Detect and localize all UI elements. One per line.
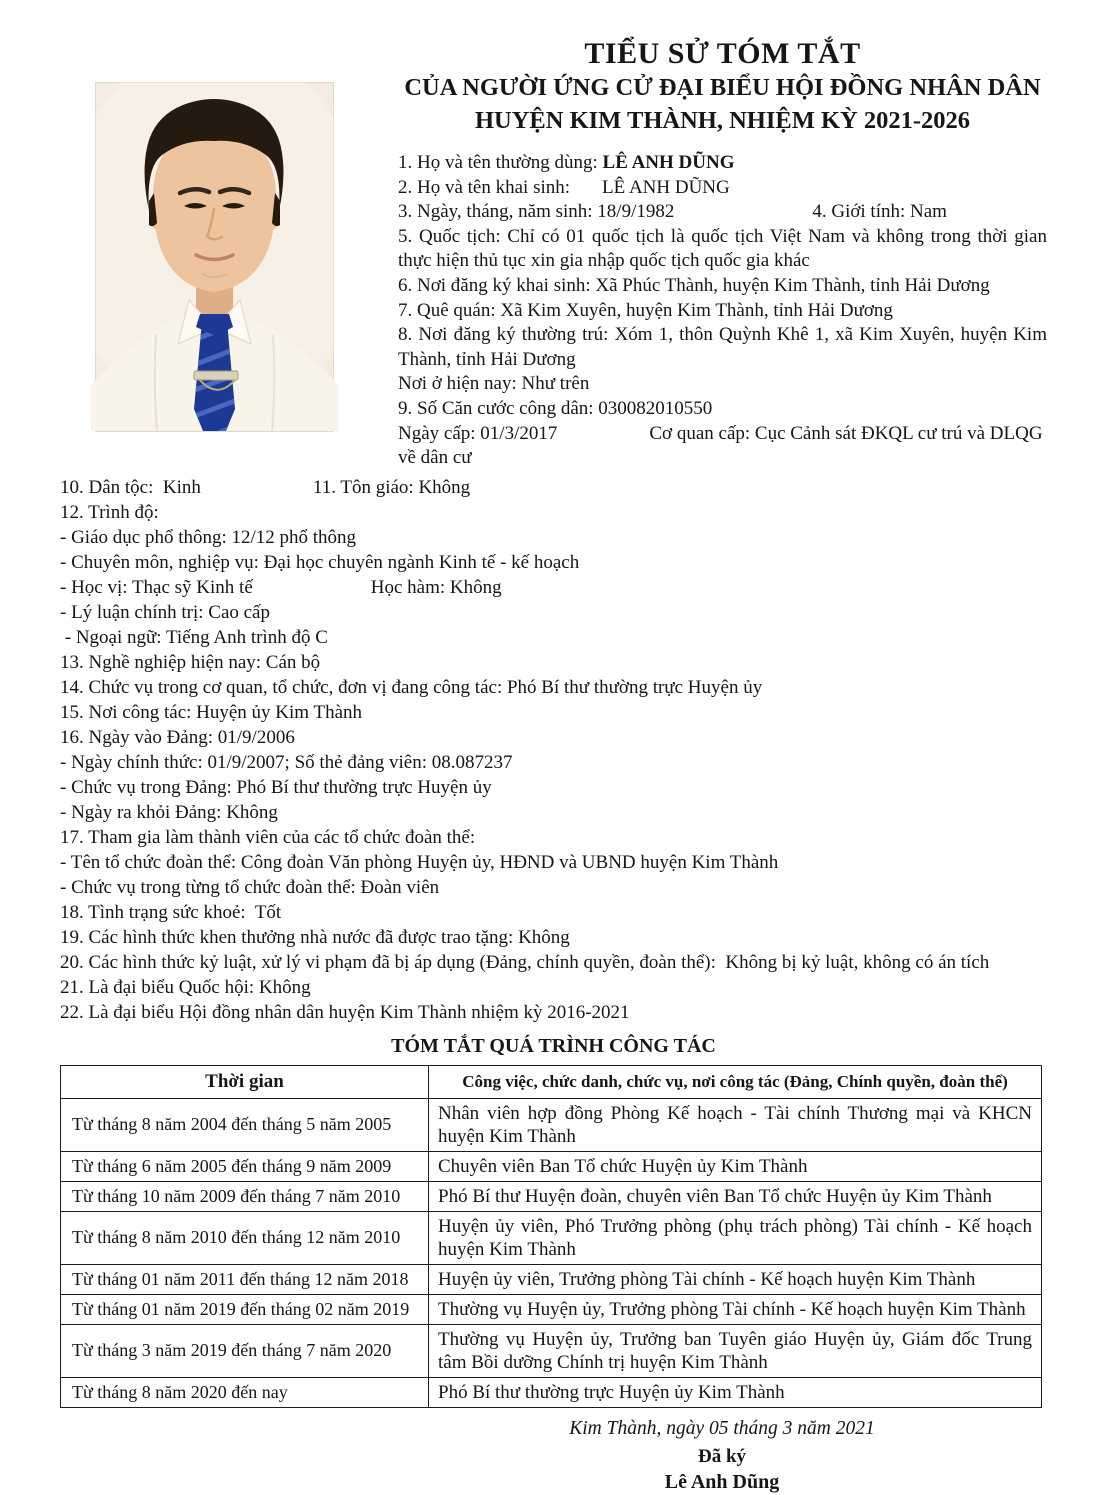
personal-info-line: 8. Nơi đăng ký thường trú: Xóm 1, thôn Quỳnh Khê 1, xã Kim Xuyên, huyện Kim Thành, tỉnh Hải Dương (398, 324, 1052, 370)
personal-info-line: Nơi ở hiện nay: Như trên (398, 373, 590, 395)
details-list (60, 475, 1047, 1025)
detail-line: - Chuyên môn, nghiệp vụ: Đại học chuyên ngành Kinh tế - kế hoạch (60, 551, 580, 573)
career-row (61, 1324, 1042, 1377)
personal-info-line: 6. Nơi đăng ký khai sinh: Xã Phúc Thành, huyện Kim Thành, tỉnh Hải Dương (398, 274, 990, 296)
detail-line: - Lý luận chính trị: Cao cấp (60, 601, 270, 623)
detail-line: 20. Các hình thức kỷ luật, xử lý vi phạm đã bị áp dụng (Đảng, chính quyền, đoàn thể): Không bị kỷ luật, không có án tích (60, 951, 990, 973)
signature-block (462, 1416, 982, 1495)
title-line-1: TIỂU SỬ TÓM TẮT (584, 37, 861, 70)
career-work-cell: Nhân viên hợp đồng Phòng Kế hoạch - Tài chính Thương mại và KHCN huyện Kim Thành (429, 1098, 1042, 1151)
career-row (61, 1151, 1042, 1181)
detail-line: 12. Trình độ: (60, 501, 159, 523)
career-section-title: TÓM TẮT QUÁ TRÌNH CÔNG TÁC (391, 1034, 716, 1057)
personal-info-line: 5. Quốc tịch: Chỉ có 01 quốc tịch là quốc tịch Việt Nam và không trong thời gian thực hiện thủ tục xin gia nhập quốc tịch quốc gia khác (398, 225, 1052, 272)
career-row (61, 1181, 1042, 1211)
career-work-cell: Chuyên viên Ban Tổ chức Huyện ủy Kim Thành (429, 1151, 1042, 1181)
career-time-cell: Từ tháng 6 năm 2005 đến tháng 9 năm 2009 (61, 1151, 429, 1181)
career-header-row (61, 1065, 1042, 1098)
personal-info-line: 9. Số Căn cước công dân: 030082010550 (398, 397, 713, 419)
career-table (60, 1065, 1042, 1408)
career-row (61, 1264, 1042, 1294)
detail-line: 14. Chức vụ trong cơ quan, tổ chức, đơn vị đang công tác: Phó Bí thư thường trực Huyện ủy (60, 676, 763, 698)
career-time-cell: Từ tháng 3 năm 2019 đến tháng 7 năm 2020 (61, 1324, 429, 1377)
title-line-3: HUYỆN KIM THÀNH, NHIỆM KỲ 2021-2026 (474, 107, 970, 134)
career-row (61, 1294, 1042, 1324)
signed-label: Đã ký (697, 1445, 747, 1467)
career-row (61, 1377, 1042, 1407)
career-time-cell: Từ tháng 8 năm 2020 đến nay (61, 1377, 429, 1407)
detail-line: 21. Là đại biểu Quốc hội: Không (60, 976, 311, 998)
top-section (60, 36, 1052, 471)
personal-info-line: 7. Quê quán: Xã Kim Xuyên, huyện Kim Thành, tỉnh Hải Dương (398, 299, 893, 321)
detail-line: 15. Nơi công tác: Huyện ủy Kim Thành (60, 701, 363, 723)
career-work-cell: Thường vụ Huyện ủy, Trưởng phòng Tài chính - Kế hoạch huyện Kim Thành (429, 1294, 1042, 1324)
detail-line: 13. Nghề nghiệp hiện nay: Cán bộ (60, 651, 321, 673)
personal-info-line: 1. Họ và tên thường dùng: LÊ ANH DŨNG (398, 152, 735, 173)
career-time-cell: Từ tháng 01 năm 2011 đến tháng 12 năm 2018 (61, 1264, 429, 1294)
career-time-cell: Từ tháng 01 năm 2019 đến tháng 02 năm 2019 (61, 1294, 429, 1324)
detail-line: - Ngày chính thức: 01/9/2007; Số thẻ đảng viên: 08.087237 (60, 751, 513, 773)
document-title (398, 36, 1047, 137)
detail-line: 10. Dân tộc: Kinh 11. Tôn giáo: Không (60, 476, 471, 498)
detail-line: 22. Là đại biểu Hội đồng nhân dân huyện Kim Thành nhiệm kỳ 2016-2021 (60, 1001, 630, 1023)
personal-info-line: Ngày cấp: 01/3/2017 Cơ quan cấp: Cục Cảnh sát ĐKQL cư trú và DLQG về dân cư (398, 422, 1048, 469)
personal-info-line: 3. Ngày, tháng, năm sinh: 18/9/1982 4. Giới tính: Nam (398, 201, 947, 223)
career-work-cell: Huyện ủy viên, Trưởng phòng Tài chính - Kế hoạch huyện Kim Thành (429, 1264, 1042, 1294)
place-date: Kim Thành, ngày 05 tháng 3 năm 2021 (569, 1417, 875, 1439)
career-time-cell: Từ tháng 10 năm 2009 đến tháng 7 năm 2010 (61, 1181, 429, 1211)
career-work-cell: Phó Bí thư Huyện đoàn, chuyên viên Ban Tổ chức Huyện ủy Kim Thành (429, 1181, 1042, 1211)
career-time-cell: Từ tháng 8 năm 2010 đến tháng 12 năm 2010 (61, 1211, 429, 1264)
career-header-work: Công việc, chức danh, chức vụ, nơi công tác (Đảng, Chính quyền, đoàn thể) (429, 1065, 1042, 1098)
photo-column (60, 36, 398, 471)
detail-line: 17. Tham gia làm thành viên của các tổ chức đoàn thể: (60, 826, 476, 848)
career-row (61, 1211, 1042, 1264)
detail-line: 16. Ngày vào Đảng: 01/9/2006 (60, 726, 295, 748)
detail-line: - Học vị: Thạc sỹ Kinh tế Học hàm: Không (60, 576, 502, 598)
candidate-photo (95, 82, 334, 432)
portrait-illustration (96, 83, 333, 431)
detail-line: - Tên tổ chức đoàn thể: Công đoàn Văn phòng Huyện ủy, HĐND và UBND huyện Kim Thành (60, 851, 779, 873)
detail-line: - Chức vụ trong từng tổ chức đoàn thể: Đoàn viên (60, 876, 440, 898)
detail-line: - Ngoại ngữ: Tiếng Anh trình độ C (60, 626, 328, 648)
career-time-cell: Từ tháng 8 năm 2004 đến tháng 5 năm 2005 (61, 1098, 429, 1151)
personal-info-list (398, 151, 1052, 471)
detail-line: - Chức vụ trong Đảng: Phó Bí thư thường trực Huyện ủy (60, 776, 492, 798)
career-header-time: Thời gian (61, 1065, 429, 1098)
detail-line: - Giáo dục phổ thông: 12/12 phổ thông (60, 526, 357, 548)
career-table-body (61, 1098, 1042, 1407)
career-work-cell: Thường vụ Huyện ủy, Trưởng ban Tuyên giáo Huyện ủy, Giám đốc Trung tâm Bồi dưỡng Chính trị huyện Kim Thành (429, 1324, 1042, 1377)
career-row (61, 1098, 1042, 1151)
personal-info-line: 2. Họ và tên khai sinh: LÊ ANH DŨNG (398, 176, 730, 198)
title-line-2: CỦA NGƯỜI ỨNG CỬ ĐẠI BIỂU HỘI ĐỒNG NHÂN DÂN (404, 74, 1041, 101)
signer-name: Lê Anh Dũng (664, 1470, 780, 1493)
career-work-cell: Phó Bí thư thường trực Huyện ủy Kim Thành (429, 1377, 1042, 1407)
detail-line: - Ngày ra khỏi Đảng: Không (60, 801, 278, 823)
career-work-cell: Huyện ủy viên, Phó Trưởng phòng (phụ trách phòng) Tài chính - Kế hoạch huyện Kim Thành (429, 1211, 1042, 1264)
detail-line: 18. Tình trạng sức khoẻ: Tốt (60, 901, 282, 923)
detail-line: 19. Các hình thức khen thưởng nhà nước đã được trao tặng: Không (60, 926, 570, 948)
right-column (398, 36, 1052, 471)
